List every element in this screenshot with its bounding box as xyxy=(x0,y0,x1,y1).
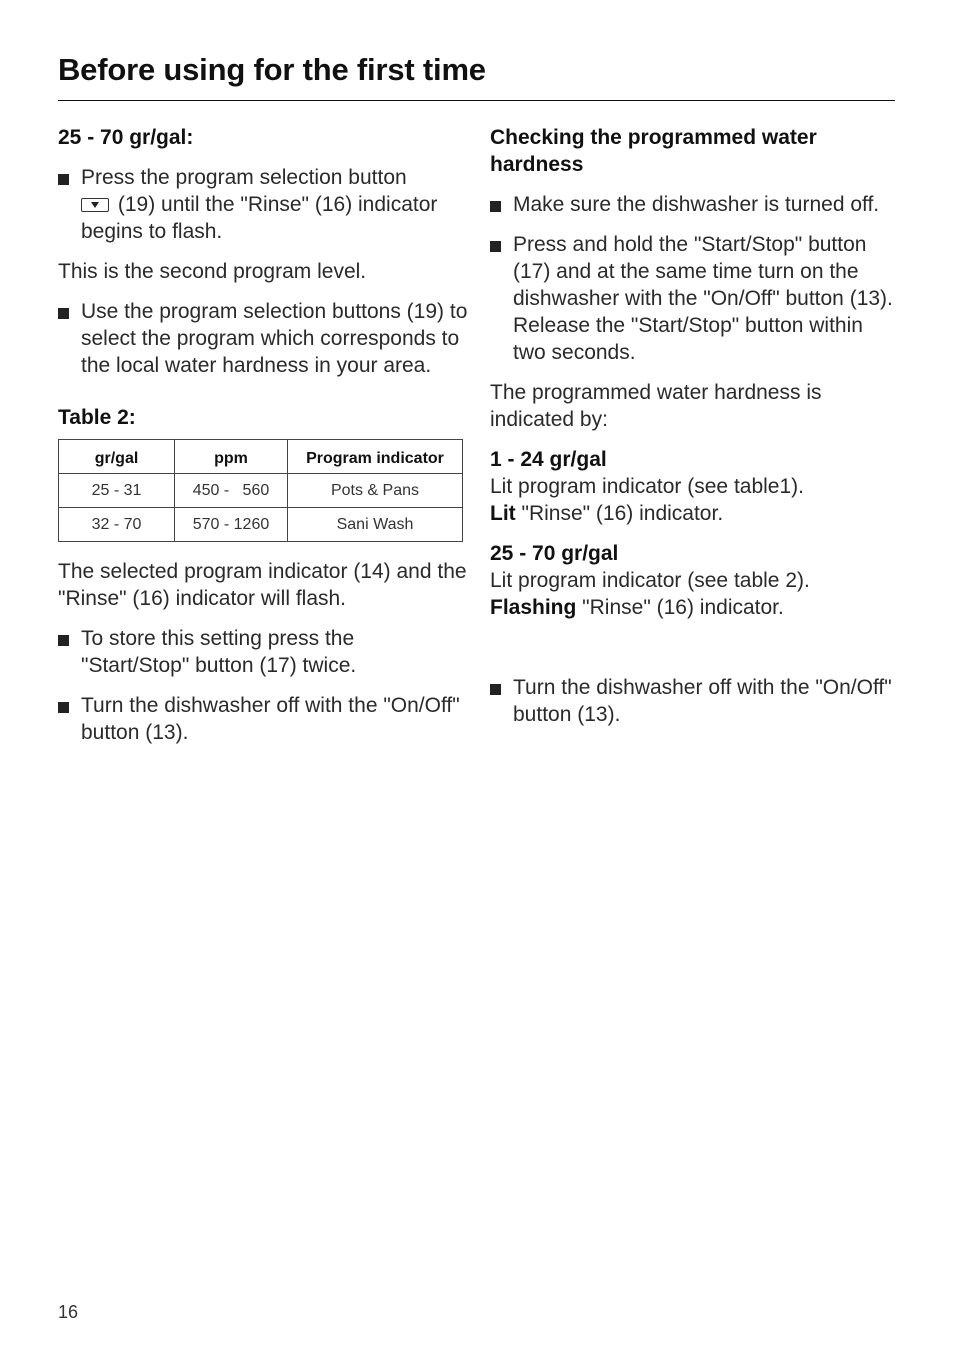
bullet-use-selection-buttons xyxy=(58,298,468,379)
range-state: Lit xyxy=(490,502,516,525)
bullet-text: Press and hold the "Start/Stop" button (17) and at the same time turn on the dishwasher with the "On/Off" button (13). Release the "Start/Stop" button within two seconds. xyxy=(513,233,893,364)
bullet-text: Use the program selection buttons (19) to select the program which corresponds to the local water hardness in your area. xyxy=(81,300,468,377)
table-header-cell: gr/gal xyxy=(59,440,175,474)
bullet-square-icon xyxy=(58,635,69,646)
table-row xyxy=(59,508,463,542)
right-column xyxy=(490,124,895,741)
range-label: 25 - 70 gr/gal xyxy=(490,542,619,565)
table-row xyxy=(59,474,463,508)
page-title: Before using for the first time xyxy=(58,52,486,87)
bullet-turn-off xyxy=(58,692,468,746)
table-header-cell: ppm xyxy=(175,440,288,474)
bullet-square-icon xyxy=(490,684,501,695)
section-heading-25-70: 25 - 70 gr/gal: xyxy=(58,126,194,149)
bullet-square-icon xyxy=(58,174,69,185)
table-header-row xyxy=(59,440,463,474)
range-line: Lit program indicator (see table 2). xyxy=(490,569,810,592)
bullet-square-icon xyxy=(490,241,501,252)
range-line-rest: "Rinse" (16) indicator. xyxy=(515,502,724,525)
paragraph-indicated-by: The programmed water hardness is indicated by: xyxy=(490,381,822,431)
range-line: Lit program indicator (see table1). xyxy=(490,475,804,498)
range-line xyxy=(490,500,895,527)
range-line xyxy=(490,594,895,621)
left-column xyxy=(58,124,468,759)
page-number: 16 xyxy=(58,1302,79,1322)
range-state: Flashing xyxy=(490,596,577,619)
bullet-text-prefix: Press the program selection button xyxy=(81,166,407,189)
bullet-press-selection-button xyxy=(58,164,468,245)
bullet-text: Turn the dishwasher off with the "On/Off" button (13). xyxy=(513,676,892,726)
program-selection-button-icon xyxy=(81,198,109,212)
table-cell: 25 - 31 xyxy=(59,474,175,508)
bullet-square-icon xyxy=(58,308,69,319)
table-cell: 450 - 560 xyxy=(175,474,288,508)
bullet-text: Turn the dishwasher off with the "On/Off" button (13). xyxy=(81,694,460,744)
table-cell: 32 - 70 xyxy=(59,508,175,542)
bullet-square-icon xyxy=(490,201,501,212)
table-header-cell: Program indicator xyxy=(288,440,463,474)
table-cell: Pots & Pans xyxy=(288,474,463,508)
title-divider xyxy=(58,100,895,101)
paragraph-second-level: This is the second program level. xyxy=(58,260,367,283)
bullet-store-setting xyxy=(58,625,468,679)
bullet-make-sure-off xyxy=(490,191,895,218)
range-label: 1 - 24 gr/gal xyxy=(490,448,607,471)
range-25-70 xyxy=(490,540,895,621)
range-1-24 xyxy=(490,446,895,527)
water-hardness-table xyxy=(58,439,463,542)
table-cell: Sani Wash xyxy=(288,508,463,542)
bullet-square-icon xyxy=(58,702,69,713)
table-title: Table 2: xyxy=(58,406,136,429)
bullet-turn-off xyxy=(490,674,895,728)
bullet-text: Make sure the dishwasher is turned off. xyxy=(513,193,880,216)
section-heading-checking: Checking the programmed water hardness xyxy=(490,126,817,176)
range-line-rest: "Rinse" (16) indicator. xyxy=(576,596,784,619)
bullet-press-and-hold xyxy=(490,231,895,366)
bullet-text: (19) until the "Rinse" (16) indicator begins to flash. xyxy=(81,193,438,243)
bullet-text: To store this setting press the "Start/Stop" button (17) twice. xyxy=(81,627,357,677)
paragraph-indicator-flash: The selected program indicator (14) and the "Rinse" (16) indicator will flash. xyxy=(58,560,467,610)
table-cell: 570 - 1260 xyxy=(175,508,288,542)
